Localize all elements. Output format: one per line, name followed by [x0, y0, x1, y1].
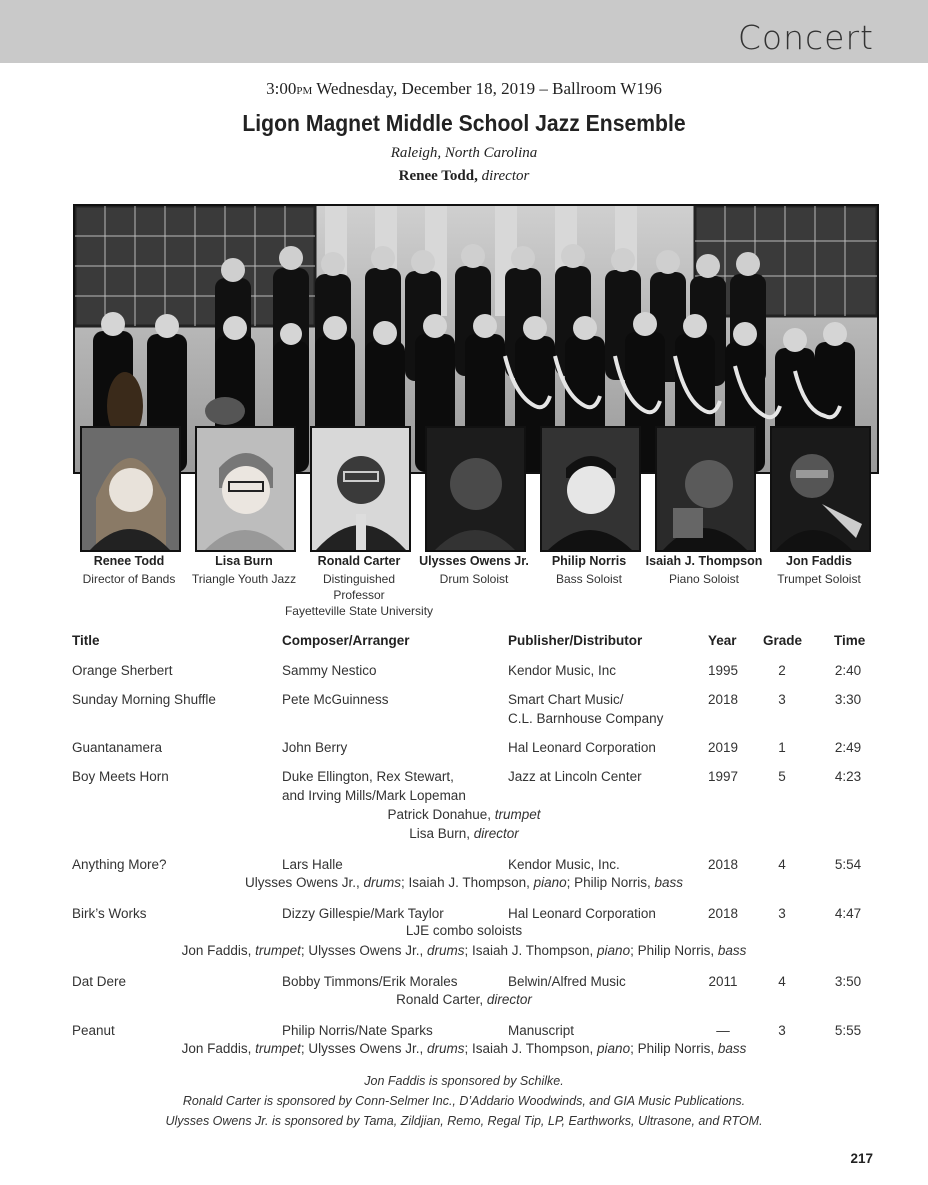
- credit-role: piano: [597, 1041, 631, 1056]
- portrait-ronald-carter: [310, 426, 411, 552]
- row-publisher: Kendor Music, Inc.: [508, 857, 620, 872]
- header-grade: Grade: [763, 633, 803, 648]
- row-publisher: Smart Chart Music/ C.L. Barnhouse Company: [508, 692, 664, 726]
- row-composer: Pete McGuinness: [282, 692, 389, 707]
- person-role: Triangle Youth Jazz: [191, 572, 297, 586]
- person-name: Renee Todd: [93, 554, 165, 568]
- person-role: Piano Soloist: [668, 572, 740, 586]
- event-details: Wednesday, December 18, 2019 – Ballroom W196: [312, 79, 662, 98]
- row-year: 2019: [707, 740, 739, 755]
- credit-name: Ulysses Owens Jr.,: [245, 875, 364, 890]
- row-year: 1997: [707, 769, 739, 784]
- row-publisher: Jazz at Lincoln Center: [508, 769, 642, 784]
- row-time: 2:40: [834, 663, 862, 678]
- credit-name: Jon Faddis,: [181, 1041, 256, 1056]
- credit-line: [0, 875, 928, 890]
- credit-name: ; Isaiah J. Thompson,: [464, 1041, 598, 1056]
- credit-name: ; Philip Norris,: [566, 875, 655, 890]
- footnote: Ronald Carter is sponsored by Conn-Selmer Inc., D’Addario Woodwinds, and GIA Music Publications.: [182, 1094, 746, 1108]
- row-time: 5:54: [834, 857, 862, 872]
- footnote: Ulysses Owens Jr. is sponsored by Tama, Zildjian, Remo, Regal Tip, LP, Earthworks, Ultrasone, and RTOM.: [165, 1114, 763, 1128]
- row-composer: Bobby Timmons/Erik Morales: [282, 974, 458, 989]
- portrait-renee-todd: [80, 426, 181, 552]
- credit-name: ; Philip Norris,: [630, 1041, 718, 1056]
- row-composer: Duke Ellington, Rex Stewart, and Irving Mills/Mark Lopeman: [282, 769, 466, 803]
- page-number: 217: [850, 1151, 873, 1166]
- row-publisher: Hal Leonard Corporation: [508, 906, 656, 921]
- row-composer: Dizzy Gillespie/Mark Taylor: [282, 906, 444, 921]
- row-title: Dat Dere: [72, 974, 127, 989]
- credit-name: Jon Faddis,: [181, 943, 256, 958]
- row-time: 5:55: [834, 1023, 862, 1038]
- row-title: Sunday Morning Shuffle: [72, 692, 216, 707]
- credit-role: trumpet: [255, 1041, 301, 1056]
- row-time: 4:47: [834, 906, 862, 921]
- ensemble-name: Ligon Magnet Middle School Jazz Ensemble: [242, 110, 686, 136]
- credit-role: drums: [426, 1041, 465, 1056]
- event-datetime: [0, 79, 928, 99]
- person-name: Ronald Carter: [317, 554, 401, 568]
- credit-label: LJE combo soloists: [405, 923, 523, 938]
- person-role: Drum Soloist: [439, 572, 509, 586]
- credit-line: [0, 943, 928, 958]
- row-grade: 4: [778, 857, 786, 872]
- credit-name: Patrick Donahue,: [387, 807, 495, 822]
- credit-role: director: [473, 826, 519, 841]
- footnote: Jon Faddis is sponsored by Schilke.: [364, 1074, 564, 1088]
- row-grade: 5: [778, 769, 786, 784]
- row-publisher: Manuscript: [508, 1023, 575, 1038]
- portrait-philip-norris: [540, 426, 641, 552]
- header-publisher: Publisher/Distributor: [508, 633, 643, 648]
- row-year: 2018: [707, 857, 739, 872]
- row-publisher: Kendor Music, Inc: [508, 663, 617, 678]
- row-grade: 3: [778, 692, 786, 707]
- ensemble-location: Raleigh, North Carolina: [390, 145, 538, 161]
- credit-role: trumpet: [494, 807, 541, 822]
- row-time: 3:50: [834, 974, 862, 989]
- director-name: Renee Todd,: [398, 168, 478, 184]
- credit-name: ; Ulysses Owens Jr.,: [300, 1041, 427, 1056]
- credit-role: bass: [717, 1041, 747, 1056]
- row-time: 2:49: [834, 740, 862, 755]
- row-year: 2018: [707, 692, 739, 707]
- credit-line: [0, 1041, 928, 1056]
- row-year: 1995: [707, 663, 739, 678]
- row-title: Guantanamera: [72, 740, 163, 755]
- row-grade: 3: [778, 1023, 786, 1038]
- credit-role: bass: [654, 875, 683, 890]
- header-year: Year: [708, 633, 737, 648]
- credit-role: drums: [363, 875, 402, 890]
- credit-name: Lisa Burn,: [409, 826, 474, 841]
- row-time: 3:30: [834, 692, 862, 707]
- row-year: —: [716, 1023, 730, 1038]
- person-name: Ulysses Owens Jr.: [419, 554, 529, 568]
- credit-line: [0, 826, 928, 841]
- row-composer: John Berry: [282, 740, 348, 755]
- row-publisher: Belwin/Alfred Music: [508, 974, 626, 989]
- credit-line: [0, 807, 928, 822]
- credit-role: director: [486, 992, 532, 1007]
- ensemble-director: [0, 168, 928, 185]
- credit-role: piano: [597, 943, 631, 958]
- credit-role: bass: [717, 943, 747, 958]
- portrait-lisa-burn: [195, 426, 296, 552]
- credit-role: piano: [533, 875, 567, 890]
- person-name: Lisa Burn: [215, 554, 273, 568]
- credit-role: drums: [426, 943, 465, 958]
- portrait-jon-faddis: [770, 426, 871, 552]
- row-title: Boy Meets Horn: [72, 769, 169, 784]
- row-composer: Lars Halle: [282, 857, 343, 872]
- credit-line: [0, 992, 928, 1007]
- row-title: Peanut: [72, 1023, 115, 1038]
- director-role: director: [481, 168, 530, 184]
- row-grade: 3: [778, 906, 786, 921]
- row-year: 2011: [708, 974, 738, 989]
- row-time: 4:23: [834, 769, 862, 784]
- row-grade: 4: [778, 974, 786, 989]
- row-title: Birk’s Works: [72, 906, 147, 921]
- person-role: Trumpet Soloist: [777, 572, 861, 586]
- credit-role: trumpet: [255, 943, 301, 958]
- credit-name: ; Isaiah J. Thompson,: [464, 943, 598, 958]
- header-time: Time: [834, 633, 866, 648]
- credit-name: ; Philip Norris,: [630, 943, 718, 958]
- credit-name: Ronald Carter,: [396, 992, 487, 1007]
- person-name: Isaiah J. Thompson: [645, 554, 763, 568]
- row-composer: Philip Norris/Nate Sparks: [282, 1023, 433, 1038]
- row-grade: 1: [778, 740, 786, 755]
- portrait-isaiah-thompson: [655, 426, 756, 552]
- row-grade: 2: [778, 663, 786, 678]
- row-composer: Sammy Nestico: [282, 663, 377, 678]
- person-role: Distinguished Professor Fayetteville State University: [284, 572, 434, 618]
- header-composer: Composer/Arranger: [282, 633, 410, 648]
- row-year: 2018: [707, 906, 739, 921]
- person-name: Philip Norris: [551, 554, 627, 568]
- person-role: Bass Soloist: [555, 572, 623, 586]
- person-name: Jon Faddis: [786, 554, 852, 568]
- credit-name: ; Isaiah J. Thompson,: [401, 875, 534, 890]
- header-title: Title: [72, 633, 100, 648]
- portrait-ulysses-owens: [425, 426, 526, 552]
- row-title: Orange Sherbert: [72, 663, 173, 678]
- section-banner: [0, 0, 928, 63]
- event-ampm: PM: [296, 85, 313, 97]
- row-publisher: Hal Leonard Corporation: [508, 740, 656, 755]
- section-title: Concert: [737, 18, 874, 57]
- event-time: 3:00: [266, 79, 297, 98]
- person-role: Director of Bands: [82, 572, 176, 586]
- row-title: Anything More?: [72, 857, 167, 872]
- credit-name: ; Ulysses Owens Jr.,: [300, 943, 427, 958]
